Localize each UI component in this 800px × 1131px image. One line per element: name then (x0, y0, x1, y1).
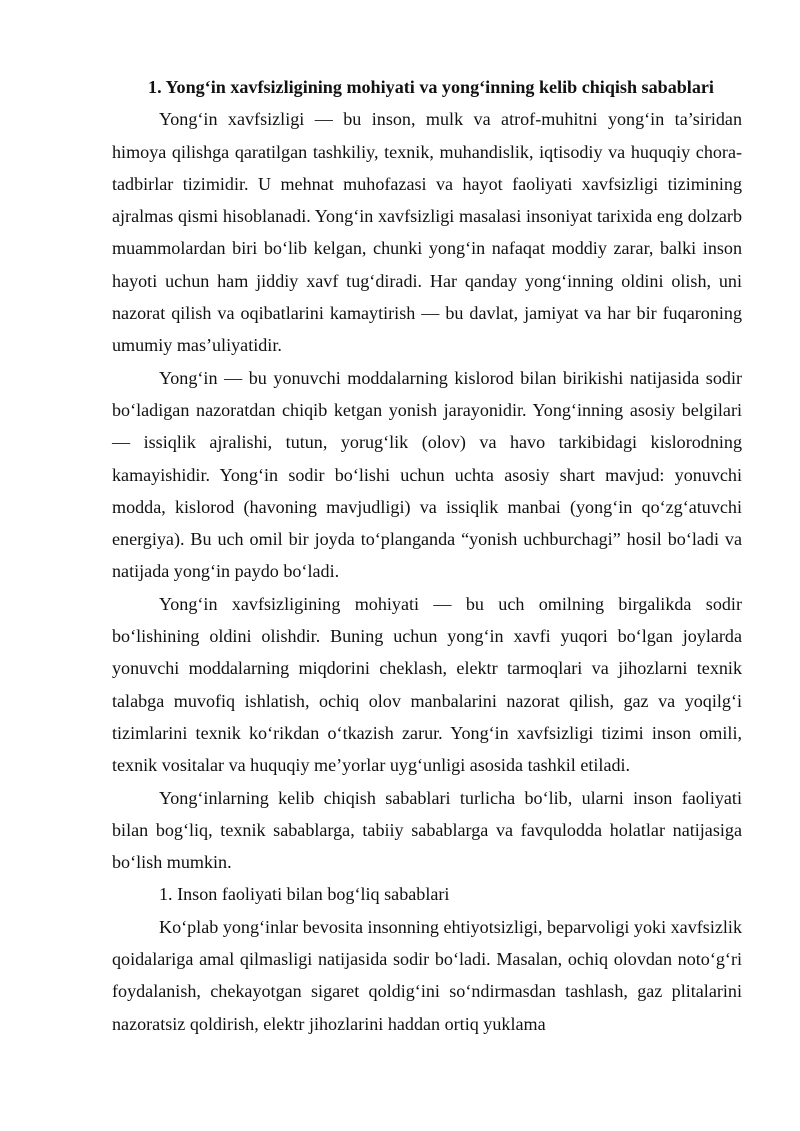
subheading-human-causes: 1. Inson faoliyati bilan bog‘liq sabablari (159, 884, 450, 905)
paragraph-definition: Yong‘in xavfsizligi — bu inson, mulk va atrof-muhitni yong‘in ta’siridan himoya qilishga qaratilgan tashkiliy, texnik, muhandislik, iqtisodiy va huquqiy chora-tadbirlar tizimidir. U mehnat muhofazasi va hayot faoliyati xavfsizligi tizimining ajralmas qismi hisoblanadi. Yong‘in xavfsizligi masalasi insoniyat tarixida eng dolzarb muammolardan biri bo‘lib kelgan, chunki yong‘in nafaqat moddiy zarar, balki inson hayoti uchun ham jiddiy xavf tug‘diradi. Har qanday yong‘inning oldini olish, uni nazorat qilish va oqibatlarini kamaytirish — bu davlat, jamiyat va har bir fuqaroning umumiy mas’uliyatidir. (112, 109, 742, 356)
section-heading: 1. Yong‘in xavfsizligining mohiyati va yong‘inning kelib chiqish sabablari (148, 77, 714, 97)
paragraph-causes-intro: Yong‘inlarning kelib chiqish sabablari turlicha bo‘lib, ularni inson faoliyati bilan bog‘liq, texnik sabablarga, tabiiy sabablarga va favqulodda holatlar natijasiga bo‘lish mumkin. (112, 787, 742, 873)
paragraph-essence: Yong‘in xavfsizligining mohiyati — bu uch omilning birgalikda sodir bo‘lishining oldini olishdir. Buning uchun yong‘in xavfi yuqori bo‘lgan joylarda yonuvchi moddalarning miqdorini cheklash, elektr tarmoqlari va jihozlarni texnik talabga muvofiq ishlatish, ochiq olov manbalarini nazorat qilish, gaz va yoqilg‘i tizimlarini texnik ko‘rikdan o‘tkazish zarur. Yong‘in xavfsizligi tizimi inson omili, texnik vositalar va huquqiy me’yorlar uyg‘unligi asosida tashkil etiladi. (112, 593, 742, 776)
paragraph-fire-nature: Yong‘in — bu yonuvchi moddalarning kislorod bilan birikishi natijasida sodir bo‘ladigan nazoratdan chiqib ketgan yonish jarayonidir. Yong‘inning asosiy belgilari — issiqlik ajralishi, tutun, yorug‘lik (olov) va havo tarkibidagi kislorodning kamayishidir. Yong‘in sodir bo‘lishi uchun uchta asosiy shart mavjud: yonuvchi modda, kislorod (havoning mavjudligi) va issiqlik manbai (yong‘in qo‘zg‘atuvchi energiya). Bu uch omil bir joyda to‘planganda “yonish uchburchagi” hosil bo‘ladi va natijada yong‘in paydo bo‘ladi. (112, 367, 742, 582)
paragraph-human-causes: Ko‘plab yong‘inlar bevosita insonning ehtiyotsizligi, beparvoligi yoki xavfsizlik qoidalariga amal qilmasligi natijasida sodir bo‘ladi. Masalan, ochiq olovdan noto‘g‘ri foydalanish, chekayotgan sigaret qoldig‘ini so‘ndirmasdan tashlash, gaz plitalarini nazoratsiz qoldirish, elektr jihozlarini haddan ortiq yuklama (112, 916, 742, 1034)
document-page (112, 71, 742, 1040)
